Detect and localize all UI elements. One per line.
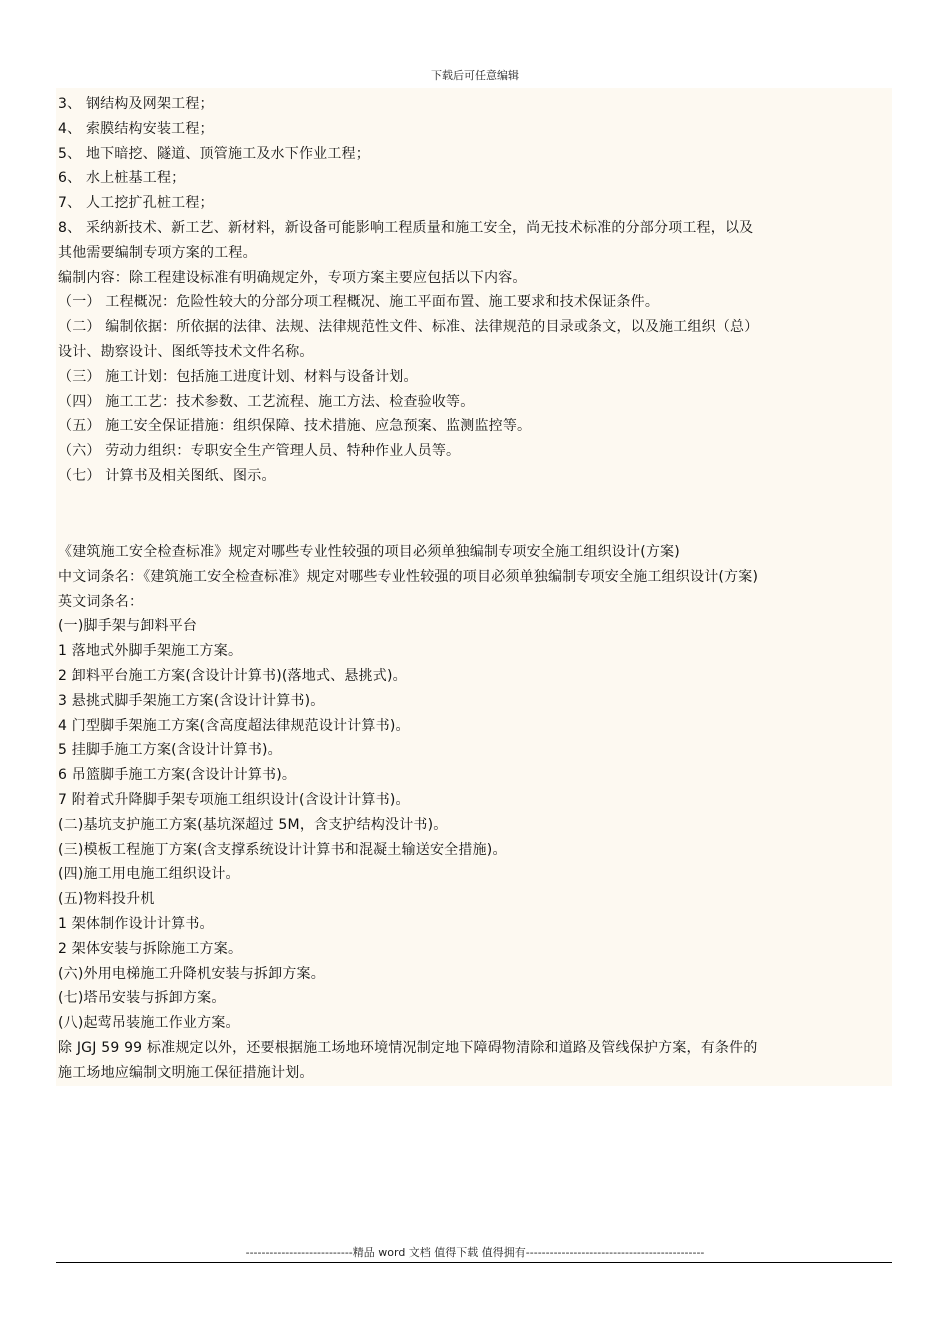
text-line: 4、 索膜结构安装工程；: [58, 120, 214, 137]
footer-divider: [56, 1262, 892, 1263]
text-line: (一)脚手架与卸料平台: [58, 618, 198, 635]
text-line: (七)塔吊安装与拆卸方案。: [58, 990, 226, 1007]
text-line: 3 悬挑式脚手架施工方案(含设计计算书)。: [58, 692, 325, 709]
text-line: 其他需要编制专项方案的工程。: [58, 244, 257, 261]
text-line: 施工场地应编制文明施工保征措施计划。: [58, 1064, 314, 1081]
text-line: 2 卸料平台施工方案(含设计计算书)(落地式、悬挑式)。: [58, 667, 407, 684]
text-line: (二)基坑支护施工方案(基坑深超过 5M，含支护结构没计书)。: [58, 816, 448, 833]
text-line: 7、 人工挖扩孔桩工程；: [58, 195, 214, 212]
text-line: (八)起莺吊装施工作业方案。: [58, 1015, 240, 1032]
text-line: 6 吊篮脚手施工方案(含设计计算书)。: [58, 767, 297, 784]
text-line: 《建筑施工安全检查标准》规定对哪些专业性较强的项目必须单独编制专项安全施工组织设计(方案): [58, 544, 680, 560]
text-line: (六)外用电梯施工升降机安装与拆卸方案。: [58, 965, 325, 982]
text-line: 7 附着式升降脚手架专项施工组织设计(含设计计算书)。: [58, 791, 410, 808]
text-line: (三)模板工程施丁方案(含支撑系统设计计算书和混凝土输送安全措施)。: [58, 841, 507, 858]
text-line: 英文词条名：: [58, 593, 144, 610]
text-line: 5 挂脚手施工方案(含设计计算书)。: [58, 742, 282, 759]
text-line: 设计、勘察设计、图纸等技术文件名称。: [58, 343, 314, 360]
text-line: 编制内容：除工程建设标准有明确规定外，专项方案主要应包括以下内容。: [58, 269, 527, 286]
text-line: （四） 施工工艺：技术参数、工艺流程、施工方法、检查验收等。: [58, 393, 475, 410]
text-line: 1 落地式外脚手架施工方案。: [58, 643, 243, 660]
section-safety-standard: [58, 540, 894, 1086]
text-line: 除 JGJ 59 99 标准规定以外，还要根据施工场地环境情况制定地下障碍物清除和道路及管线保护方案，有条件的: [58, 1039, 758, 1056]
text-line: (五)物料投升机: [58, 891, 155, 908]
text-line: 6、 水上桩基工程；: [58, 170, 186, 187]
text-line: 2 架体安装与拆除施工方案。: [58, 940, 243, 957]
section-special-schemes: [58, 92, 894, 489]
text-line: (四)施工用电施工组织设计。: [58, 866, 240, 883]
text-line: 5、 地下暗挖、隧道、顶管施工及水下作业工程；: [58, 145, 370, 162]
text-line: （七） 计算书及相关图纸、图示。: [58, 467, 276, 484]
text-line: 3、 钢结构及网架工程；: [58, 96, 214, 112]
text-line: （五） 施工安全保证措施：组织保障、技术措施、应急预案、监测监控等。: [58, 418, 532, 435]
text-line: （三） 施工计划：包括施工进度计划、材料与设备计划。: [58, 368, 418, 385]
page-footer: ---------------------------精品 word 文档 值得下载 值得拥有---------------------------------------------: [245, 1246, 705, 1259]
text-line: 中文词条名：《建筑施工安全检查标准》规定对哪些专业性较强的项目必须单独编制专项安全施工组织设计(方案): [58, 568, 759, 585]
text-line: （六） 劳动力组织：专职安全生产管理人员、特种作业人员等。: [58, 443, 461, 460]
page-header: 下载后可任意编辑: [431, 69, 519, 82]
text-line: 4 门型脚手架施工方案(含高度超法律规范设计计算书)。: [58, 717, 410, 734]
text-line: 1 架体制作设计计算书。: [58, 915, 214, 932]
text-line: （一） 工程概况：危险性较大的分部分项工程概况、施工平面布置、施工要求和技术保证条件。: [58, 294, 660, 311]
text-line: 8、 采纳新技术、新工艺、新材料，新设备可能影响工程质量和施工安全，尚无技术标准的分部分项工程，以及: [58, 219, 754, 236]
text-line: （二） 编制依据：所依据的法律、法规、法律规范性文件、标准、法律规范的目录或条文，以及施工组织（总）: [58, 319, 759, 336]
